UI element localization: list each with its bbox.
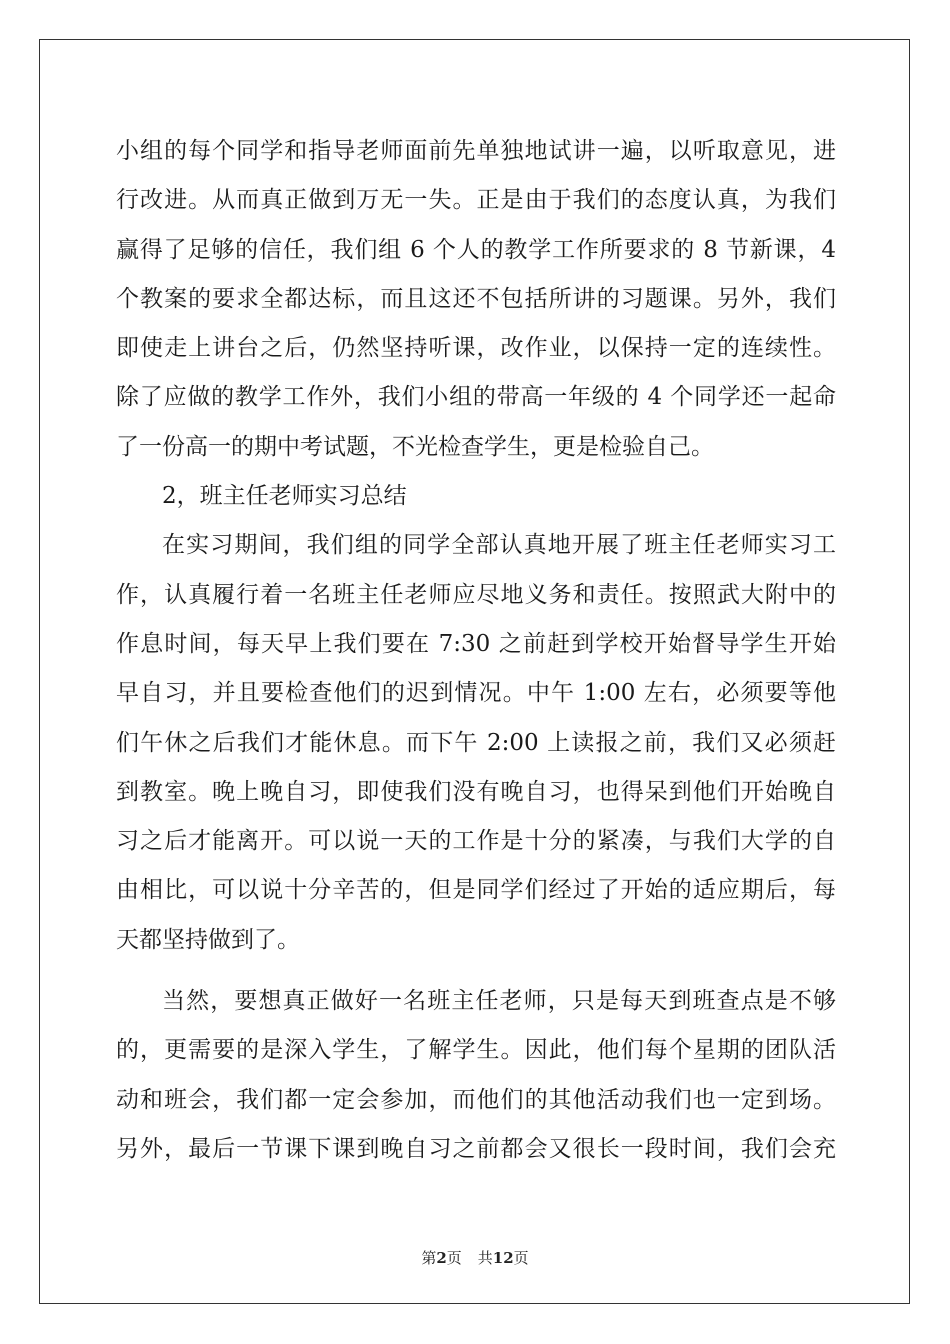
text-line: 由相比，可以说十分辛苦的，但是同学们经过了开始的适应期后，每 <box>116 877 836 904</box>
page-footer <box>0 1247 950 1268</box>
text-line: 赢得了足够的信任，我们组 6 个人的教学工作所要求的 8 节新课，4 <box>116 236 836 263</box>
text-line: 另外，最后一节课下课到晚自习之前都会又很长一段时间，我们会充 <box>116 1135 836 1162</box>
page-total: 12 <box>492 1249 514 1267</box>
text-line: 即使走上讲台之后，仍然坚持听课，改作业，以保持一定的连续性。 <box>116 335 836 362</box>
text-line: 动和班会，我们都一定会参加，而他们的其他活动我们也一定到场。 <box>116 1086 836 1113</box>
page-current: 2 <box>436 1249 447 1267</box>
text-line: 作，认真履行着一名班主任老师应尽地义务和责任。按照武大附中的 <box>116 581 836 608</box>
text-line: 们午休之后我们才能休息。而下午 2:00 上读报之前，我们又必须赶 <box>116 729 836 756</box>
total-unit: 页 <box>513 1249 529 1267</box>
text-line: 除了应做的教学工作外，我们小组的带高一年级的 4 个同学还一起命 <box>116 384 836 411</box>
total-prefix: 共 <box>477 1249 493 1267</box>
text-line: 个教案的要求全都达标，而且这还不包括所讲的习题课。另外，我们 <box>116 285 836 312</box>
text-line: 的，更需要的是深入学生，了解学生。因此，他们每个星期的团队活 <box>116 1037 836 1064</box>
text-line: 习之后才能离开。可以说一天的工作是十分的紧凑，与我们大学的自 <box>116 828 836 855</box>
text-line: 作息时间，每天早上我们要在 7:30 之前赶到学校开始督导学生开始 <box>116 630 836 657</box>
paragraph-gap <box>116 965 836 977</box>
section-heading: 2，班主任老师实习总结 <box>162 483 407 510</box>
text-line: 了一份高一的期中考试题，不光检查学生，更是检验自己。 <box>116 433 714 460</box>
document-body <box>116 127 836 1174</box>
text-line: 在实习期间，我们组的同学全部认真地开展了班主任老师实习工 <box>162 532 836 559</box>
text-line: 行改进。从而真正做到万无一失。正是由于我们的态度认真，为我们 <box>116 187 836 214</box>
page-unit: 页 <box>446 1249 462 1267</box>
text-line: 早自习，并且要检查他们的迟到情况。中午 1:00 左右，必须要等他 <box>116 680 836 707</box>
page-prefix: 第 <box>421 1249 437 1267</box>
text-line: 到教室。晚上晚自习，即使我们没有晚自习，也得呆到他们开始晚自 <box>116 778 836 805</box>
text-line: 小组的每个同学和指导老师面前先单独地试讲一遍，以听取意见，进 <box>116 138 836 164</box>
text-line: 天都坚持做到了。 <box>116 926 300 953</box>
text-line: 当然，要想真正做好一名班主任老师，只是每天到班查点是不够 <box>162 988 836 1015</box>
